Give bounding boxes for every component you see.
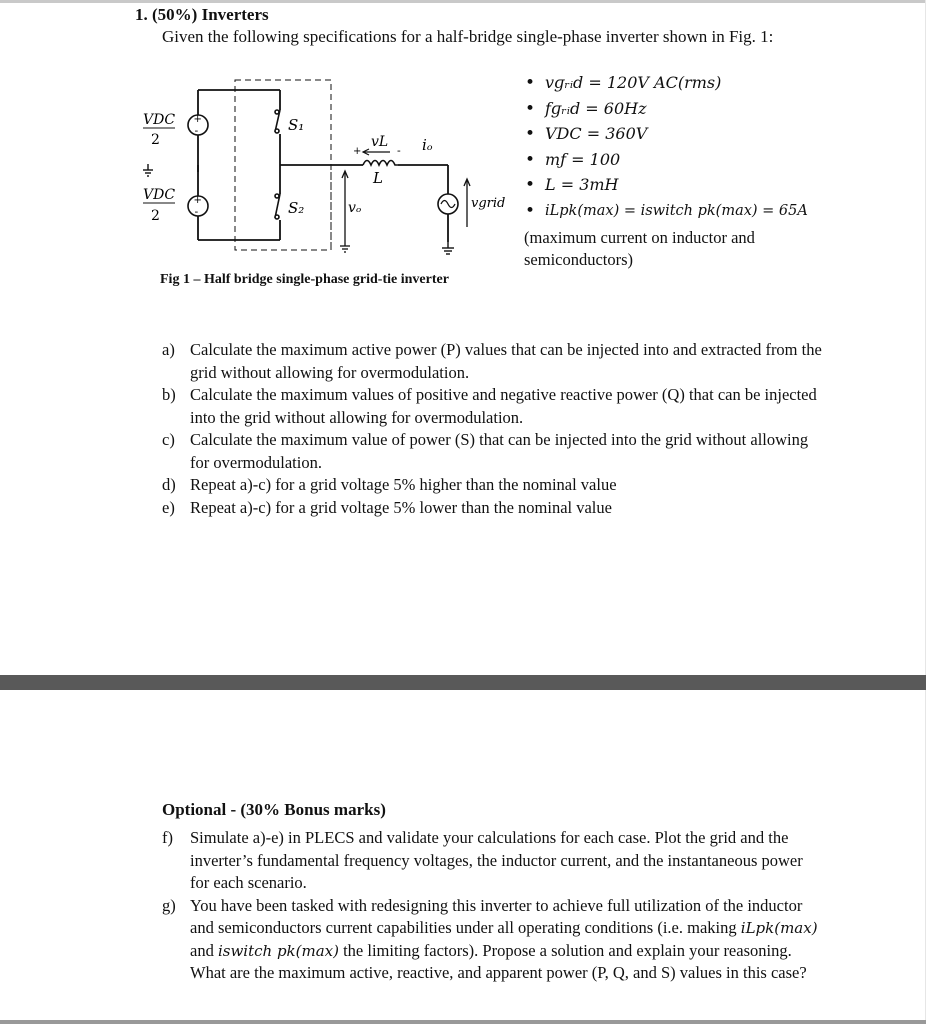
svg-text:-: - — [194, 205, 199, 218]
optional-heading: Optional - (30% Bonus marks) — [162, 800, 386, 819]
dc-source-bottom-symbol — [188, 195, 208, 218]
vdc-bottom-label: VDC — [143, 187, 176, 203]
spec-item: • fɡᵣᵢd = 60Hz — [524, 98, 808, 124]
top-border — [0, 0, 926, 3]
spec-note-line: semiconductors) — [524, 250, 634, 269]
question-item — [162, 827, 822, 895]
inductor-current-symbol: iLpk(max) — [740, 919, 818, 937]
s1-label: S₁ — [288, 116, 305, 134]
question-label: a) — [162, 340, 175, 359]
vl-plus-sign: + — [353, 146, 362, 157]
question-label: d) — [162, 475, 176, 494]
spec-item: • vɡᵣᵢd = 120V AC(rms) — [524, 72, 808, 98]
question-item — [162, 895, 822, 985]
question-label: e) — [162, 497, 175, 517]
question-text: You have been tasked with redesigning this inverter to achieve full utilization of the inductor and semiconductors current capabilities under all operating conditions (i.e. making — [190, 895, 803, 937]
switch-s2-symbol — [275, 194, 280, 219]
question-label: c) — [162, 430, 175, 449]
spec-item: • L = 3mH — [524, 174, 808, 200]
question-item — [162, 429, 822, 474]
s2-label: S₂ — [288, 199, 305, 217]
spec-list — [524, 72, 808, 225]
dc-source-top-symbol — [188, 114, 208, 137]
question-text: the limiting factors). Propose a solution and explain your reasoning. What are the maximum active, reactive, and apparent power (P, Q, and S) values in this case? — [190, 940, 807, 982]
midpoint-ground-icon — [143, 164, 153, 176]
vl-minus-sign: - — [397, 144, 401, 157]
spec-item: • VDC = 360V — [524, 123, 808, 149]
vl-label: vL — [371, 134, 389, 150]
spec-note — [524, 227, 755, 271]
grid-ground-icon — [442, 242, 454, 254]
vdc-bottom-denominator: 2 — [151, 208, 160, 224]
question-item — [162, 339, 822, 384]
question-text: Repeat a)-c) for a grid voltage 5% lower than the nominal value — [190, 497, 612, 517]
question-item — [162, 497, 822, 520]
question-text: Repeat a)-c) for a grid voltage 5% higher than the nominal value — [190, 475, 617, 494]
spec-note-line: (maximum current on inductor and — [524, 228, 755, 247]
vgrid-label: vgrid — [471, 196, 506, 211]
problem-heading: 1. (50%) Inverters — [135, 5, 269, 24]
inductor-label: L — [373, 169, 383, 187]
vdc-top-label: VDC — [143, 112, 176, 128]
svg-text:+: + — [193, 195, 202, 206]
ac-grid-source-symbol — [438, 194, 458, 214]
half-bridge-circuit-diagram — [135, 72, 525, 272]
question-item — [162, 474, 822, 497]
io-label: iₒ — [422, 136, 433, 154]
problem-intro: Given the following specifications for a half-bridge single-phase inverter shown in Fig. 1: — [162, 27, 774, 46]
question-text: Simulate a)-e) in PLECS and validate your calculations for each case. Plot the grid and the inverter’s fundamental frequency voltages, the inductor current, and the instantaneous power for each scenario. — [190, 828, 803, 892]
question-text: Calculate the maximum active power (P) values that can be injected into and extracted from the grid without allowing for overmodulation. — [190, 340, 822, 382]
page-divider — [0, 675, 926, 690]
question-label: g) — [162, 895, 176, 915]
figure-caption: Fig 1 – Half bridge single-phase grid-tie inverter — [160, 272, 449, 287]
switch-s1-symbol — [275, 110, 280, 133]
bottom-border — [0, 1020, 926, 1024]
spec-item: • iLpk(max) = iswitch pk(max) = 65A — [524, 200, 808, 226]
question-text: Calculate the maximum value of power (S) that can be injected into the grid without allowing for overmodulation. — [190, 430, 809, 472]
question-label: f) — [162, 828, 173, 847]
question-item — [162, 384, 822, 429]
vo-label: vₒ — [348, 200, 362, 216]
vgrid-arrow-icon — [464, 179, 470, 227]
vdc-top-denominator: 2 — [151, 132, 160, 148]
svg-text:-: - — [194, 124, 199, 137]
question-text: Calculate the maximum values of positive and negative reactive power (Q) that can be injected into the grid without allowing for overmodulation. — [190, 385, 817, 427]
optional-question-list — [162, 827, 822, 985]
question-list — [162, 339, 822, 519]
question-label: b) — [162, 385, 176, 404]
question-text: and — [190, 940, 214, 960]
inductor-symbol — [363, 161, 398, 166]
svg-text:+: + — [193, 114, 202, 125]
spec-item: • mƒ = 100 — [524, 149, 808, 175]
switch-current-symbol: iswitch pk(max) — [217, 941, 339, 960]
